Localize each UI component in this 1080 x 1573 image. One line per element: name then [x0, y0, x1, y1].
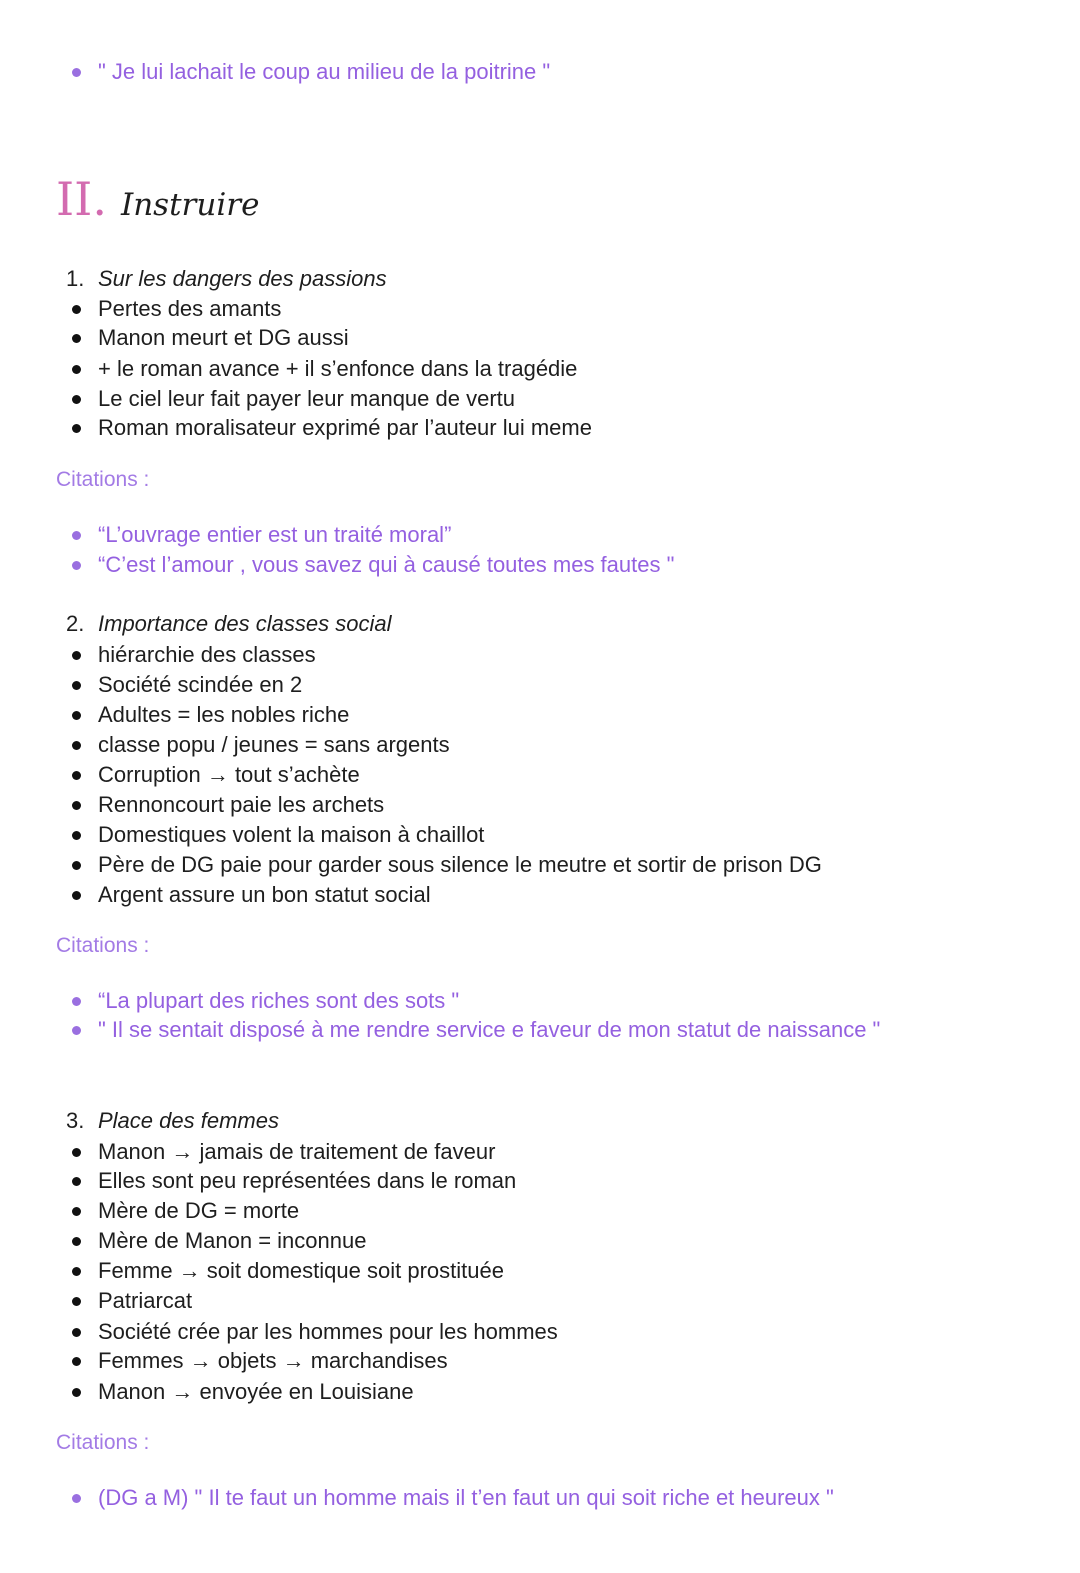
bullet-icon — [72, 531, 81, 540]
list-item-text: Adultes = les nobles riche — [98, 702, 350, 727]
bullet-icon — [72, 681, 81, 690]
list-item-text: Mère de Manon = inconnue — [98, 1228, 367, 1253]
section-numeral: II. — [56, 172, 107, 226]
list-item — [70, 1317, 558, 1347]
quote-item — [70, 986, 459, 1016]
quote-item — [70, 550, 674, 580]
quote-item — [70, 520, 451, 550]
list-item-text: Société scindée en 2 — [98, 672, 303, 697]
part-number: 2. — [66, 611, 85, 636]
list-item-text: Argent assure un bon statut social — [98, 882, 431, 907]
list-item-text: Corruption → tout s’achète — [98, 762, 360, 787]
part-2-heading — [66, 609, 391, 639]
part-number: 1. — [66, 266, 85, 291]
bullet-icon — [72, 651, 81, 660]
quote-text: (DG a M) " Il te faut un homme mais il t’en faut un qui soit riche et heureux " — [98, 1485, 834, 1510]
citations-label: Citations : — [56, 934, 150, 957]
bullet-icon — [72, 997, 81, 1006]
part-title: Place des femmes — [98, 1108, 279, 1133]
list-item-text: Rennoncourt paie les archets — [98, 792, 385, 817]
bullet-icon — [72, 68, 81, 77]
list-item-text: Patriarcat — [98, 1288, 193, 1313]
part-number: 3. — [66, 1108, 85, 1133]
citations-label: Citations : — [56, 1431, 150, 1454]
list-item-text: hiérarchie des classes — [98, 642, 316, 667]
list-item — [70, 880, 431, 910]
quote-text: “L’ouvrage entier est un traité moral” — [98, 522, 452, 547]
part-1-heading — [66, 264, 387, 294]
quote-item — [70, 1015, 880, 1045]
top-quote-item — [70, 57, 550, 87]
list-item — [70, 1286, 192, 1316]
bullet-icon — [72, 334, 81, 343]
section-heading — [56, 172, 259, 226]
quote-text: " Il se sentait disposé à me rendre service e faveur de mon statut de naissance " — [98, 1017, 881, 1042]
list-item-text: Manon → jamais de traitement de faveur — [98, 1139, 496, 1164]
list-item — [70, 640, 316, 670]
bullet-icon — [72, 1357, 81, 1366]
part-title: Importance des classes social — [98, 611, 392, 636]
bullet-icon — [72, 891, 81, 900]
bullet-icon — [72, 365, 81, 374]
list-item — [70, 790, 384, 820]
bullet-icon — [72, 1267, 81, 1276]
part-title: Sur les dangers des passions — [98, 266, 387, 291]
list-item — [70, 1377, 414, 1407]
list-item — [70, 1196, 299, 1226]
bullet-icon — [72, 1207, 81, 1216]
quote-text: " Je lui lachait le coup au milieu de la poitrine " — [98, 59, 551, 84]
bullet-icon — [72, 1026, 81, 1035]
list-item — [70, 294, 281, 324]
list-item-text: Père de DG paie pour garder sous silence le meutre et sortir de prison DG — [98, 852, 822, 877]
list-item-text: Manon meurt et DG aussi — [98, 325, 349, 350]
part-3-heading — [66, 1106, 279, 1136]
list-item — [70, 1346, 448, 1376]
bullet-icon — [72, 1297, 81, 1306]
list-item-text: Elles sont peu représentées dans le roman — [98, 1168, 517, 1193]
list-item — [70, 1226, 366, 1256]
bullet-icon — [72, 861, 81, 870]
bullet-icon — [72, 1328, 81, 1337]
list-item — [70, 730, 450, 760]
quote-text: “La plupart des riches sont des sots " — [98, 988, 460, 1013]
list-item — [70, 850, 822, 880]
bullet-icon — [72, 424, 81, 433]
bullet-icon — [72, 711, 81, 720]
list-item — [70, 1256, 504, 1286]
quote-item — [70, 1483, 834, 1513]
list-item — [70, 384, 515, 414]
bullet-icon — [72, 831, 81, 840]
bullet-icon — [72, 1388, 81, 1397]
list-item — [70, 1166, 516, 1196]
list-item — [70, 413, 592, 443]
list-item-text: Manon → envoyée en Louisiane — [98, 1379, 414, 1404]
list-item — [70, 760, 360, 790]
bullet-icon — [72, 1148, 81, 1157]
list-item-text: Femme → soit domestique soit prostituée — [98, 1258, 504, 1283]
citations-label: Citations : — [56, 468, 150, 491]
list-item-text: classe popu / jeunes = sans argents — [98, 732, 450, 757]
list-item-text: Domestiques volent la maison à chaillot — [98, 822, 485, 847]
list-item-text: + le roman avance + il s’enfonce dans la tragédie — [98, 356, 578, 381]
list-item — [70, 354, 577, 384]
bullet-icon — [72, 771, 81, 780]
bullet-icon — [72, 1177, 81, 1186]
list-item-text: Le ciel leur fait payer leur manque de vertu — [98, 386, 516, 411]
list-item-text: Société crée par les hommes pour les hommes — [98, 1319, 558, 1344]
bullet-icon — [72, 1237, 81, 1246]
bullet-icon — [72, 395, 81, 404]
list-item-text: Mère de DG = morte — [98, 1198, 300, 1223]
quote-text: “C’est l’amour , vous savez qui à causé toutes mes fautes " — [98, 552, 675, 577]
list-item — [70, 1137, 495, 1167]
list-item-text: Pertes des amants — [98, 296, 282, 321]
bullet-icon — [72, 305, 81, 314]
bullet-icon — [72, 741, 81, 750]
bullet-icon — [72, 1494, 81, 1503]
list-item — [70, 670, 302, 700]
list-item-text: Femmes → objets → marchandises — [98, 1348, 448, 1373]
section-title: Instruire — [120, 187, 260, 223]
list-item — [70, 323, 349, 353]
bullet-icon — [72, 801, 81, 810]
list-item — [70, 700, 349, 730]
list-item — [70, 820, 484, 850]
list-item-text: Roman moralisateur exprimé par l’auteur lui meme — [98, 415, 592, 440]
bullet-icon — [72, 561, 81, 570]
